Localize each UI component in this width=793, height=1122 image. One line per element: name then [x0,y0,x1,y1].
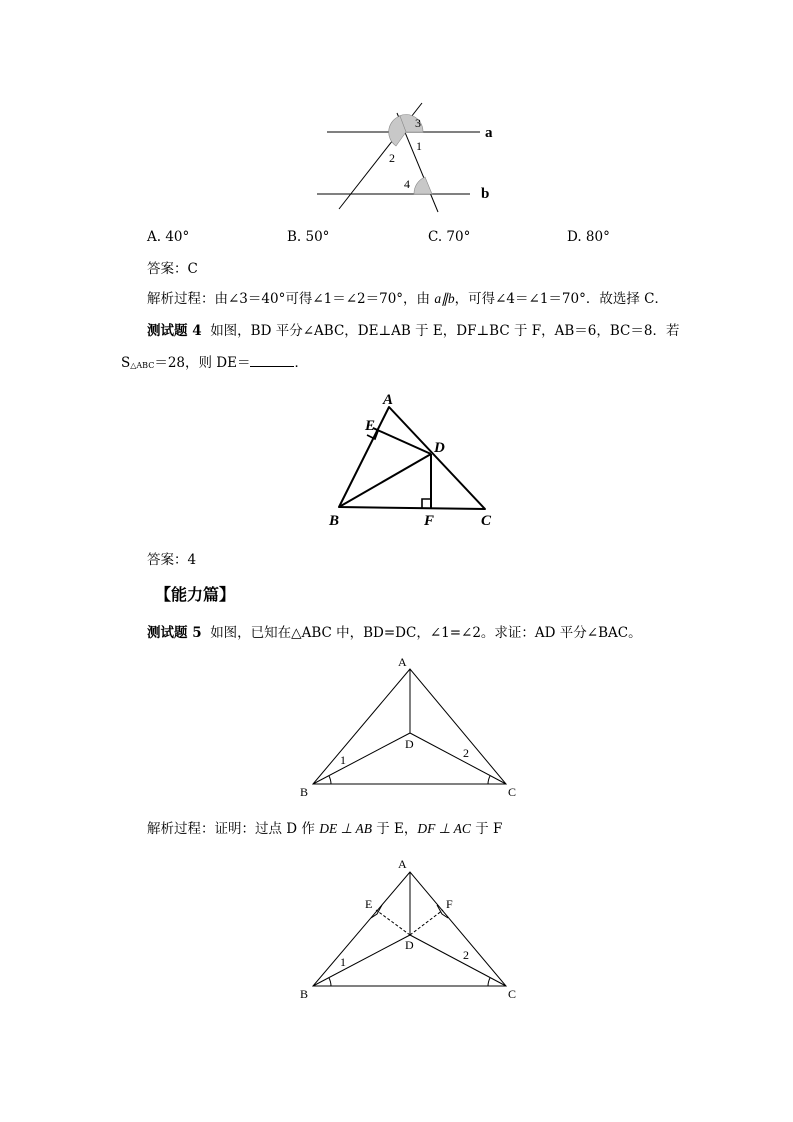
q5-proof-part3: 于 F [470,821,503,837]
q3-analysis-label: 解析过程： [147,291,215,307]
q3-answer-value: C [187,261,198,277]
q5-text: 如图，已知在△ABC 中，BD=DC，∠1=∠2。求证：AD 平分∠BAC。 [210,625,642,641]
q5-analysis-label: 解析过程： [147,821,215,837]
fig1-label-4: 4 [404,177,410,191]
fig4-label-1: 1 [340,955,346,969]
option-d: D. 80° [567,229,610,245]
section-title: 【能力篇】 [155,585,236,604]
q5-proof-part1: 证明：过点 D 作 [214,821,320,837]
option-c: C. 70° [428,229,471,245]
q3-answer-label: 答案： [147,261,188,277]
fig2-label-D: D [434,440,445,456]
fig1-label-2: 2 [389,151,395,165]
fig2-label-C: C [481,513,492,529]
q5-df-ac: DF ⊥ AC [417,821,471,836]
q5-de-ab: DE ⊥ AB [319,821,372,836]
fig4-label-A: A [398,857,407,871]
fig4-label-2: 2 [463,948,469,962]
fig1-label-a: a [485,125,493,141]
q3-analysis-parallel: a∥b [434,291,455,306]
q3-analysis-part1: 由∠3＝40°可得∠1＝∠2＝70°，由 [214,291,435,307]
fig2-label-B: B [329,513,340,529]
fig1-label-b: b [481,186,490,202]
fig3-label-B: B [300,785,309,799]
q4-title: 测试题 4 [147,323,202,339]
q4-text-line2-end: ． [294,355,308,371]
fig3-label-1: 1 [340,753,346,767]
fig4-label-D: D [405,938,414,952]
fig2-label-E: E [365,418,376,434]
option-a: A. 40° [147,229,190,245]
q4-answer-value: 4 [187,552,197,568]
option-b: B. 50° [287,229,330,245]
fig3-label-A: A [398,655,407,669]
fig1-label-3: 3 [415,116,421,130]
fig3-label-D: D [405,737,414,751]
q3-analysis-part2: ，可得∠4＝∠1＝70°．故选择 C． [454,291,668,307]
fig3-label-2: 2 [463,746,469,760]
q5-proof-part2: 于 E， [371,821,418,837]
q4-answer-label: 答案： [147,552,188,568]
fig4-label-B: B [300,987,309,1001]
fig4-label-E: E [365,897,373,911]
q4-text-line2-mid: ＝28，则 DE＝ [154,355,251,371]
q5-title: 测试题 5 [147,625,202,641]
fig3-label-C: C [508,785,517,799]
q4-s-symbol: S [121,355,131,371]
fig2-label-F: F [424,513,435,529]
fig1-label-1: 1 [416,139,422,153]
fig2-label-A: A [383,392,394,408]
q4-text-line1: 如图，BD 平分∠ABC，DE⊥AB 于 E，DF⊥BC 于 F，AB＝6，BC＝8．若 [210,323,680,339]
fig4-label-C: C [508,987,517,1001]
fig4-label-F: F [446,897,453,911]
q4-s-subscript: △ABC [130,361,155,370]
